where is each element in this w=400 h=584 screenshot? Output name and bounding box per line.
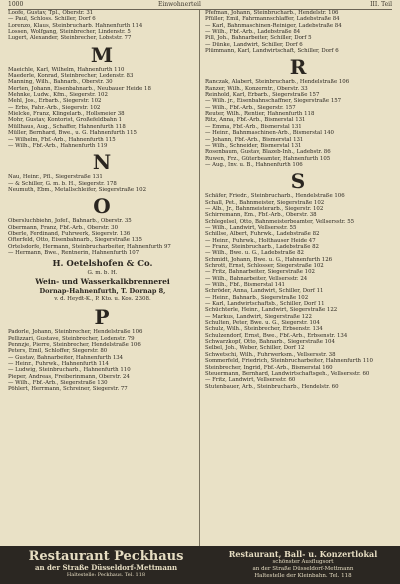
section-letter-p: P [94,305,111,330]
list-item: — Fritz, Landwirt, Vellsersstr. 60 [205,377,296,384]
list-item: — Wilh., Landwirt, Vellsersstr. 55 [205,224,297,231]
list-item: Müller, Bernhard, Bwe., u. G. Hahnenfurth 115 [8,130,137,137]
section-p-entries [8,329,197,392]
list-item: Schäfer, Friedr., Steinbrucharb., Hendelstraße 106 [205,193,345,200]
list-item: Schröder, Anna, Landwirt, Schiller, Dorf 11 [205,288,324,295]
list-item: Mehnke, Ludw., Kfm., Siegerstr. 102 [8,92,108,99]
right-column [205,10,392,390]
restaurant-location: an der Straße Düsseldorf-Mettmann [34,563,178,572]
company-advertisement [8,259,197,303]
list-item: Ofterfeld, Otto, Eisenbahnarb., Siegerstraße 135 [8,237,142,244]
list-item: — Wilh., Fbf.-Arb., Hahnenfurth 119 [8,142,108,149]
list-item: — Wilhelm, Fbf.-Arb., Hahnenfurth 115 [8,136,116,143]
ad-address: Dornap-Hahnenfurth, T. Dornap 8, [39,287,166,296]
list-item: Maederle, Konrad, Steinbrecher, Ledenstr. 83 [8,73,134,80]
list-item: — Karl, Bahnmaschinen-Reiniger, Ladebstraße 84 [205,22,342,29]
list-item: — Fritz, Bahnarbeiter, Siegerstraße 102 [205,269,315,276]
section-letter-s: S [290,169,307,194]
list-item: — Wilh., Fbf.-Arb., Siegerstr. 157 [205,104,296,111]
list-item: — Karl, Landwirtschaftsb., Schiller, Dorf 11 [205,301,325,308]
list-item: Obersluchbiehn, Jofef., Bahnarb., Oberstr. 35 [8,218,132,225]
part-label: III. Teil [370,1,392,8]
list-item: Ritz, Anna, Fbf.-Arb., Bismerstal 131 [205,117,306,124]
list-item: Obermann, Franz, Fbf.-Arb., Oberstr. 30 [8,224,119,231]
section-letter-r: R [289,55,308,80]
list-item: Loofe, Gustav, Tpl., Oberstr. 31 [8,10,94,16]
list-item: Schulzendorf, Ernst, Bwe., Fbf.-Arb., Erbsenstr. 134 [205,332,348,339]
restaurant-location-right: an der Straße Düsseldorf-Mettmann [252,566,354,572]
section-title: Einwohnerteil [158,1,201,8]
list-item: Steuermann, Bernhard, Landwirtschaftsgeh., Vellsersstr. 60 [205,370,370,377]
list-item: — Alb., Jr., Bahnmeisterarb., Siegerstr. 102 [205,205,324,212]
list-item: Sommerfeld, Friedrich, Steinbrucharbeiter, Hahnenfurth 110 [205,358,373,365]
list-item: — Wilh., Bahnarbeiter, Vellsersstr. 24 [205,275,308,282]
list-item: — Ludwig, Steinbrucharb., Hahnenfurth 110 [8,367,131,374]
section-r-entries [205,79,392,168]
list-item: Müllhaus, Aug., Schaffer, Hahnenfurth 118 [8,123,126,130]
column-divider [199,10,200,546]
list-item: Mielcke, Franz, Klingelarb., Hollsmeier 38 [8,111,125,118]
list-item: Pöhlert, Herrmann, Schreiner, Siegerstr. 77 [8,386,128,393]
list-item: — Heinr., Fuhrwk., Holthauser Heide 47 [205,237,316,244]
list-item: — Markus, Landwirt, Siegerstraße 122 [205,313,312,320]
list-item: — Wilh., Bwe. u. G., Ladebstraße 82 [205,250,304,257]
list-item: Lorenzo, Klaus, Steinbrucharb. Hahnenfurth 114 [8,22,143,29]
list-item: Padorle, Johann, Steinbrecher, Hendelstraße 106 [8,329,143,336]
list-item: — Heinr., Bahnmaschinen-Arb., Bismerstal 140 [205,130,334,137]
list-item: Ortelsdorfe, Hermann, Steinbrucharbeiter, Hahnenfurth 97 [8,243,171,250]
list-item: Selbel, Joh., Weber, Schiller, Dorf 12 [205,345,305,352]
list-item: — Paul, Schloss. Schiller, Dorf 6 [8,16,96,23]
list-item: Schwetschi, Wilh., Fuhrwerksm., Vellsersstr. 38 [205,351,336,358]
restaurant-type: Restaurant, Ball- u. Konzertlokal [228,549,378,559]
restaurant-ad-right [212,550,394,580]
section-m-entries [8,67,197,149]
list-item: — Wilh., Fbf.-Arb., Siegerstraße 130 [8,380,108,387]
list-item: Ranczak, Alabert, Steinbrucharb., Hendelstraße 106 [205,79,350,86]
list-item: — Franz, Steinbrucharb., Ladebstraße 82 [205,243,319,250]
list-item: Pill, Joh., Bahnarbeiter, Schiller, Dorf 5 [205,35,312,42]
list-item: Ruwen, Frz., Güterbeamter, Hahnenfurth 105 [205,155,331,162]
list-item: — Wilh., Fbf.-Arb., Ladebstraße 84 [205,29,301,36]
list-item: Schmidt, Johann, Bwe. u. G., Hahnenfurth 126 [205,256,333,263]
section-o-entries [8,218,197,256]
list-item: Schillse, Albert, Fuhrwk., Ladebstraße 82 [205,231,320,238]
list-item: Rosenbaum, Gustav, Blazeb-Inh., Ladebstr. 86 [205,149,331,156]
list-item: Schlegelsel, Otto, Bahnmeisterbeamter, Vellsersstr. 55 [205,218,355,225]
list-item: — Gustav, Bahnarbeiter, Hahnenfurth 134 [8,354,124,361]
restaurant-ad-left [6,550,206,579]
list-item: — Hermann, Bwe., Rentnerin, Hahnenfurth 107 [8,249,140,256]
ad-company-form: G. m. b. H. [87,270,118,277]
list-item: Mohr, Gustav, Kontorist, Großefeldbahn 1 [8,117,123,124]
section-n-entries [8,174,197,193]
list-item: — Erbs, Fahr.-Arb., Siegerstr. 102 [8,104,101,111]
list-item: Pennzje, Pierre, Steinbrecher, Hendelstraße 106 [8,341,141,348]
section-letter-n: N [92,150,113,175]
ad-company-name: H. Oetelshofen & Co. [52,259,153,270]
list-item: Nau, Heinr., Pfl., Siegerstraße 131 [8,174,103,181]
restaurant-stop-phone-right: Haltestelle der Kleinbahn. Tel. 118 [254,573,352,579]
list-item: — & Schiller, G. m. b. H., Siegerstr. 178 [8,180,117,187]
list-item: Schall, Pet., Bahnmeister, Siegerstraße 102 [205,199,325,206]
top-entries-right [205,10,392,54]
restaurant-tagline: schönster Ausflugsort [272,559,334,565]
restaurant-advertisement [0,546,400,584]
list-item: Lugert, Alexander, Steinbrecher, Lobststr. 77 [8,35,132,42]
list-item: Pieper, Andreas, Freiberinmann, Oberstr. 24 [8,373,130,380]
section-letter-m: M [90,42,115,67]
list-item: Plümmann, Karl, Landwirtschaft, Schiller, Dorf 6 [205,48,339,55]
list-item: — Johann, Fbf.-Arb., Bismerstal 131 [205,136,304,143]
list-item: Peters, Emil, Schloffer, Siegerstr. 80 [8,348,108,355]
list-item: — Wilh. jr., Eisenbahnschaffner, Siegerstraße 157 [205,98,342,105]
list-item: Mehl, Jos., Erbarb., Siegerstr. 102 [8,98,102,105]
list-item: Reuter, Wilh., Rentier, Hahnenfurth 118 [205,111,315,118]
list-item: Schrott, Ernst, Schlosser, Siegerstraße 102 [205,263,324,269]
top-entries-left [8,10,197,42]
list-item: Maeichle, Karl, Wilhelm, Hahnenfurth 110 [8,66,125,73]
list-item: Reinhold, Karl, Erbarb., Siegerstraße 157 [205,92,320,99]
list-item: — Wilh., Fbf., Bismerstal 141 [205,282,285,289]
section-letter-o: O [93,194,112,219]
list-item: — Wilh., Schneider, Bismerstal 131 [205,142,302,149]
left-column [8,10,197,393]
section-s-entries [205,193,392,390]
list-item: Schulz, Wilh., Steinbrecher, Erbsenstr. 134 [205,326,323,333]
page-header [8,0,392,10]
list-item: Manning, Wilh., Bahnarb., Oberstr. 30 [8,79,113,86]
list-item: Merten, Johann, Eisenbahnarb., Neubauer Heide 18 [8,85,151,92]
restaurant-name: Restaurant Peckhaus [28,549,184,564]
list-item: Pellizzari, Gustave, Steinbrecher, Ledenstr. 79 [8,335,135,342]
page-number: 1000 [8,1,24,8]
list-item: Oberle, Ferdinand, Fuhrwerk, Siegerstr. 136 [8,230,131,237]
ad-business-title: Wein- und Wasserkalkbrennerei [35,277,170,287]
list-item: Pfefman, Johann, Steinbrucharb., Hendelstr. 106 [205,10,339,16]
ad-bank-details: v. d. Heydt-K., P. Kto. u. Kos. 2308. [54,296,151,303]
list-item: — Emma, Fbf.-Arb., Bismerstal 131 [205,123,302,130]
list-item: Stutenbauer, Arb., Steinbrucharb., Hendelstr. 60 [205,383,339,390]
list-item: Ranzer, Wilh., Konzerntr., Oberstr. 33 [205,85,308,92]
list-item: Lossen, Wolfgang, Steinbrecher, Lindenstr. 5 [8,29,131,36]
list-item: Neumuth, Ebm., Metallschleifer, Siegerstraße 102 [8,186,147,193]
list-item: — Heinr., Bahnarb., Siegerstraße 102 [205,294,309,301]
list-item: — Heinr., Fuhrwk., Hahnenfurth 114 [8,361,109,367]
list-item: Schirremann, Em., Fbf.-Arb., Oberstr. 38 [205,212,317,219]
list-item: Steinbrecher, Ingrid, Fbf.-Arb., Bismerstal 160 [205,364,333,371]
restaurant-stop-phone: Haltestelle: Peckhaus. Tel. 118 [66,572,146,578]
list-item: Schüchterle, Heinr., Landwirt, Siegerstraße 122 [205,307,338,314]
list-item: Schulten, Peter, Bwe. u. G., Siegerstr. 104 [205,320,320,327]
list-item: — Dünke, Landwirt, Schiller, Dorf 6 [205,41,303,48]
list-item: Pfüller, Emil, Fahrmannschlaffer, Ladebstraße 84 [205,16,340,23]
list-item: — Aug., Inv. u. B., Hahnenfurth 106 [205,161,303,168]
list-item: Schwarzkopf, Otto, Bahnarb., Siegerstraße 104 [205,339,335,346]
